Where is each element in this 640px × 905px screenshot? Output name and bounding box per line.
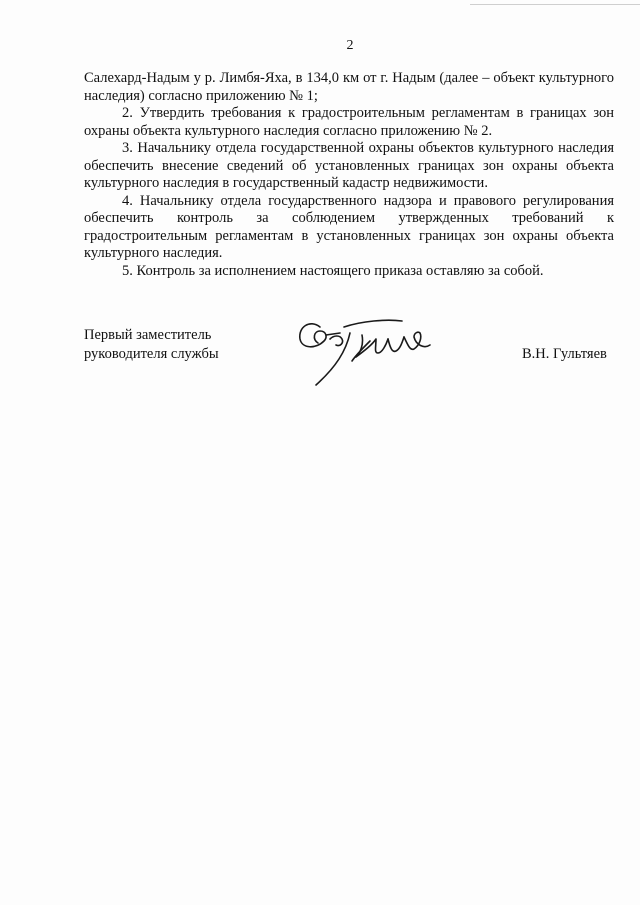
paragraph-item-5: 5. Контроль за исполнением настоящего приказа оставляю за собой.	[122, 262, 544, 279]
handwritten-signature	[290, 305, 440, 395]
signer-name: В.Н. Гультяев	[522, 346, 607, 362]
document-body	[84, 70, 614, 280]
signer-title	[84, 326, 284, 364]
paragraph-1-continuation: Салехард-Надым у р. Лимбя-Яха, в 134,0 км от г. Надым (далее – объект культурного наследия) согласно приложению № 1;	[84, 70, 614, 104]
paragraph-item-2: 2. Утвердить требования к градостроительным регламентам в границах зон охраны объекта культурного наследия согласно приложению № 2.	[84, 105, 614, 139]
scan-edge-line	[470, 4, 640, 5]
signer-title-line-2: руководителя службы	[84, 346, 219, 362]
page-number: 2	[346, 38, 354, 53]
signer-title-line-1: Первый заместитель	[84, 327, 212, 343]
paragraph-item-4: 4. Начальнику отдела государственного надзора и правового регулирования обеспечить контроль за соблюдением утвержденных требований к градостроительным регламентам в установленных границах зон охраны объекта культурного наследия.	[84, 192, 614, 261]
paragraph-item-3: 3. Начальнику отдела государственной охраны объектов культурного наследия обеспечить внесение сведений об установленных границах зон охраны объекта культурного наследия в государственный кадастр недвижимости.	[84, 140, 614, 191]
